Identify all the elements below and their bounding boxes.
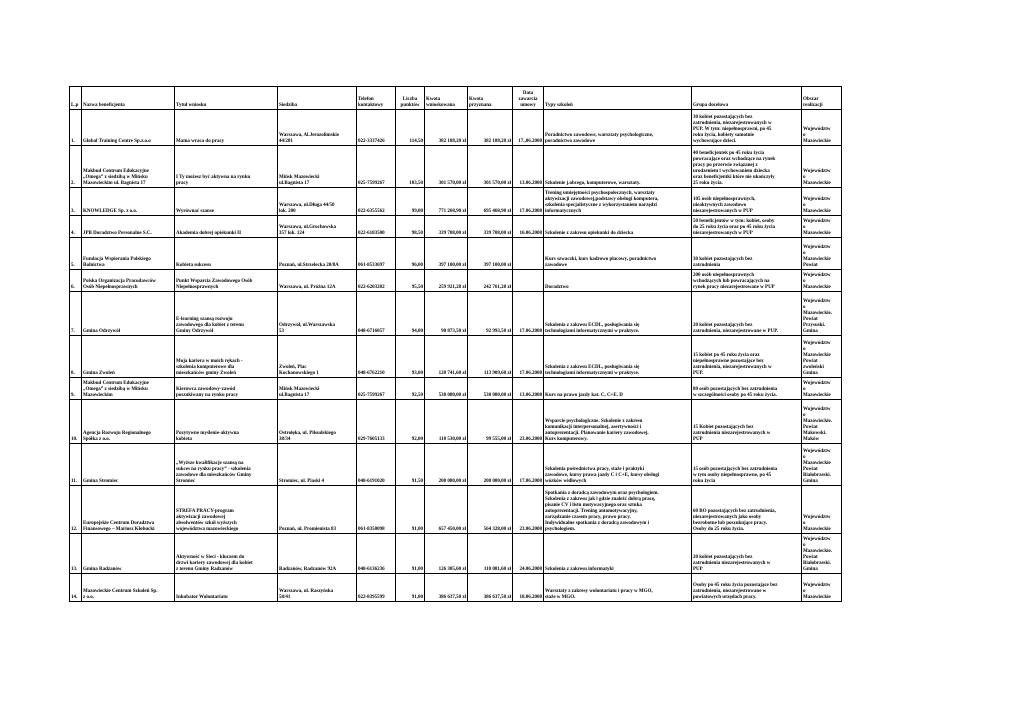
application-title: Inkubator Wolontariatu — [175, 574, 278, 602]
training-types: Szkolenia pośrednictwa pracy, staże i praktyki zawodowe, kursy prawa jazdy C i C+E, kursy obsługi wózków widłowych — [544, 444, 692, 486]
phone-number: 022-6355562 — [357, 188, 396, 216]
target-group: 20 kobiet pozostających bez zatrudnienia niezarejestrowanych w PUP — [692, 534, 802, 574]
training-types: Warsztaty z zakresy wolontariatu i pracy w MGO, staże w MGO. — [544, 574, 692, 602]
contract-date: 17.,06.2008 — [513, 110, 544, 146]
implementation-area: Województw o Mazowieckie Powiat — [802, 238, 842, 270]
points-value: 98,50 — [396, 216, 425, 238]
amount-requested: 538 080,00 zł — [425, 378, 468, 400]
target-group: 50 beneficjentów w tym: kobiet, osoby do 25 roku życia oraz po 45 roku życia niezarejestrowanych w PUP — [692, 216, 802, 238]
amount-granted: 208 080,00 zł — [468, 444, 513, 486]
beneficiaries-table — [69, 86, 842, 602]
points-value: 92,50 — [396, 378, 425, 400]
implementation-area: Województw o Mazowieckie Powiat zwoleński Gmina — [802, 336, 842, 378]
table-header-row — [70, 87, 842, 110]
amount-granted: 339 708,00 zł — [468, 216, 513, 238]
header-beneficiary: Nazwa beneficjenta — [82, 87, 175, 110]
amount-requested: 301 570,00 zł — [425, 146, 468, 188]
table-row — [70, 444, 842, 486]
application-title: I Ty możesz być aktywna na rynku pracy — [175, 146, 278, 188]
seat-address: Stromiec, ul. Piaski 4 — [278, 444, 357, 486]
row-number: 8. — [70, 336, 82, 378]
application-title: STREFA PRACY-program aktywizacji zawodowej absolwentów szkół wyższych województwa mazowieckiego — [175, 486, 278, 534]
target-group: 15 kobiet po 45 roku życia oraz niepełnosprawne pozostające bez zatrudnienia, niezarejestrowanych w PUP. — [692, 336, 802, 378]
points-value: 96,00 — [396, 238, 425, 270]
header-target: Grupa docelowa — [692, 87, 802, 110]
application-title: „Wyższe kwalifikacje szansą na sukces na rynku pracy” - szkolenia zawodowe dla mieszkańców Gminy Stromiec — [175, 444, 278, 486]
phone-number: 048-6716057 — [357, 292, 396, 336]
amount-requested: 126 305,60 zł — [425, 534, 468, 574]
contract-date: 23.06.2008 — [513, 486, 544, 534]
seat-address: Poznań, ul. Promienista 83 — [278, 486, 357, 534]
training-types: Spotkania z doradcą zawodowym oraz psychologiem. Szkolenia z zakresu jak i gdzie znaleźć dobrą pracę, pisanie CV i listu motywacyjnego oraz sztuka autoprezentacji. Trening automotywacyjny, zarządzanie czasem pracy, prawo pracy. Indywidualne spotkania z doradcą zawodowym i psychologiem. — [544, 486, 692, 534]
header-lp: L.p — [70, 87, 82, 110]
training-types: Szkolenie j.obcego, komputerowe, warsztaty. — [544, 146, 692, 188]
beneficiary-name: Europejskie Centrum Doradztwa Finansowego – Mariusz Kłobucki — [82, 486, 175, 534]
amount-requested: 259 921,28 zł — [425, 270, 468, 292]
phone-number: 022-3337426 — [357, 110, 396, 146]
training-types: Szkolenia z zakresu ECDL, posługiwania się technologiami informatycznymi w praktyce. — [544, 336, 692, 378]
application-title: Moja kariera w moich rękach - szkolenia komputerowe dla mieszkańców gminy Zwoleń — [175, 336, 278, 378]
phone-number: 048-6762210 — [357, 336, 396, 378]
row-number: 7. — [70, 292, 82, 336]
phone-number: 025-7599267 — [357, 146, 396, 188]
training-types: Poradnictwo zawodowe, warsztaty psychologiczne, poradnictwo zawodowe — [544, 110, 692, 146]
amount-granted: 92 993,50 zł — [468, 292, 513, 336]
header-title: Tytuł wniosku — [175, 87, 278, 110]
seat-address: Radzanów, Radzanów 92A — [278, 534, 357, 574]
implementation-area: Województw o Mazowieckie Powiat Białobrzeski. Gmina — [802, 444, 842, 486]
phone-number: 061-8533697 — [357, 238, 396, 270]
table-row — [70, 400, 842, 444]
header-phone: Telefon kontaktowy — [357, 87, 396, 110]
points-value: 95,50 — [396, 270, 425, 292]
beneficiary-name: Makbud Centrum Edukacyjne „Omega” z siedzibą w Mińsku Mazowieckim — [82, 378, 175, 400]
application-title: Aktywność w Sieci - kluczem do drzwi kariery zawodowej dla kobiet z terenu Gminy Radzanów — [175, 534, 278, 574]
application-title: Kobieta sukcesu — [175, 238, 278, 270]
amount-requested: 397 100,00 zł — [425, 238, 468, 270]
application-title: Wyrównać szanse — [175, 188, 278, 216]
points-value: 99,00 — [396, 188, 425, 216]
seat-address: Warszawa, Al.Jerozolimskie 44/201 — [278, 110, 357, 146]
amount-granted: 397 100,00 zł — [468, 238, 513, 270]
target-group: 30 kobiet pozostających bez zatrudnienia — [692, 238, 802, 270]
amount-requested: 771 268,90 zł — [425, 188, 468, 216]
beneficiary-name: Gmina Odrzywół — [82, 292, 175, 336]
row-number: 14. — [70, 574, 82, 602]
phone-number: 061-8350098 — [357, 486, 396, 534]
header-points: Liczba punktów — [396, 87, 425, 110]
row-number: 10. — [70, 400, 82, 444]
training-types: Szkolenia z zakresu ECDL, posługiwania się technologiami informatycznymi w praktyce. — [544, 292, 692, 336]
application-title: Mama wraca do pracy — [175, 110, 278, 146]
phone-number: 048-6136236 — [357, 534, 396, 574]
contract-date: 16.06.2008 — [513, 216, 544, 238]
contract-date: 17.06.2008 — [513, 336, 544, 378]
table-row — [70, 216, 842, 238]
application-title: Kierowca zawodowy-zawód poszukiwany na rynku pracy — [175, 378, 278, 400]
implementation-area: Województw o Mazowieckie — [802, 378, 842, 400]
row-number: 12. — [70, 486, 82, 534]
amount-granted: 99 555,00 zł — [468, 400, 513, 444]
implementation-area: Województw o Mazowieckie — [802, 146, 842, 188]
application-title: Pozytywne myślenie-aktywna kobieta — [175, 400, 278, 444]
amount-requested: 98 873,50 zł — [425, 292, 468, 336]
amount-requested: 382 188,20 zł — [425, 110, 468, 146]
seat-address: Warszawa, ul. Próżna 12A — [278, 270, 357, 292]
amount-granted: 564 328,00 zł — [468, 486, 513, 534]
beneficiary-name: Global Training Centre Sp.z.o.o — [82, 110, 175, 146]
amount-granted: 113 909,60 zł — [468, 336, 513, 378]
beneficiary-name: Makbud Centrum Edukacyjne „Omega” z siedzibą w Mińsku Mazowieckim ul. Bagnista 17 — [82, 146, 175, 188]
amount-granted: 382 188,20 zł — [468, 110, 513, 146]
contract-date: 17.06.2008 — [513, 292, 544, 336]
row-number: 1. — [70, 110, 82, 146]
points-value: 91,00 — [396, 574, 425, 602]
amount-requested: 657 450,00 zł — [425, 486, 468, 534]
points-value: 91,00 — [396, 486, 425, 534]
beneficiary-name: Fundacja Wspierania Polskiego Rolnictwa — [82, 238, 175, 270]
header-amount-requested: Kwota wnioskowana — [425, 87, 468, 110]
amount-granted: 110 081,60 zł — [468, 534, 513, 574]
training-types: Doradztwo — [544, 270, 692, 292]
header-amount-granted: Kwota przyznana — [468, 87, 513, 110]
training-types: Trening umiejętności psychospołecznych, warsztaty aktywizacji zawodowej,podstawy obsługi komputera, szkolenia specjalistyczne z wykorzystaniem narzędzi informatycznych — [544, 188, 692, 216]
row-number: 2. — [70, 146, 82, 188]
amount-requested: 208 080,00 zł — [425, 444, 468, 486]
beneficiary-name: Polska Organizacja Pracodawców Osób Niepełnosprawnych — [82, 270, 175, 292]
header-area: Obszar realizacji — [802, 87, 842, 110]
points-value: 91,50 — [396, 444, 425, 486]
row-number: 4. — [70, 216, 82, 238]
beneficiary-name: Mazowieckie Centrum Szkoleń Sp. z o.o. — [82, 574, 175, 602]
training-types: Kurs szwaczki, kurs kadrowo płacowy, poradnictwo zawodowe — [544, 238, 692, 270]
points-value: 92,00 — [396, 400, 425, 444]
table-row — [70, 110, 842, 146]
row-number: 6. — [70, 270, 82, 292]
table-row — [70, 146, 842, 188]
table-row — [70, 336, 842, 378]
target-group: 15 Kobiet pozostających bez zatrudnienia niezarejestrowanych w PUP — [692, 400, 802, 444]
contract-date: 23.06.2008 — [513, 400, 544, 444]
row-number: 11. — [70, 444, 82, 486]
points-value: 103,50 — [396, 146, 425, 188]
target-group: 200 osób niepełnosprawnych wchodzących lub powracających na rynek pracy niezarejestrowane w PUP — [692, 270, 802, 292]
beneficiary-name: Gmina Zwoleń — [82, 336, 175, 378]
seat-address: Mińsk Mazowiecki ul.Bagnista 17 — [278, 146, 357, 188]
table-row — [70, 486, 842, 534]
beneficiary-name: Gmina Radzanów — [82, 534, 175, 574]
row-number: 13. — [70, 534, 82, 574]
phone-number: 048-6191020 — [357, 444, 396, 486]
seat-address: Warszawa, ul. Raszyńska 58/41 — [278, 574, 357, 602]
row-number: 3. — [70, 188, 82, 216]
implementation-area: Województw o Mazowieckie — [802, 486, 842, 534]
amount-granted: 386 637,50 zł — [468, 574, 513, 602]
seat-address: Warszawa, ul.Grochowska 357 lok. 124 — [278, 216, 357, 238]
header-seat: Siedziba — [278, 87, 357, 110]
beneficiary-name: Agencja Rozwoju Regionalnego Spółka z o.o. — [82, 400, 175, 444]
target-group: 20 kobiet pozostających bez zatrudnienia, niezarejestrowane w PUP. — [692, 292, 802, 336]
implementation-area: Województw o Mazowieckie. Powiat Przysuski. Gmina — [802, 292, 842, 336]
amount-requested: 386 637,50 zł — [425, 574, 468, 602]
beneficiary-name: JPB Doradztwo Personalne S.C. — [82, 216, 175, 238]
training-types: Szkolenia z zakresu informatyki — [544, 534, 692, 574]
points-value: 94,00 — [396, 292, 425, 336]
target-group: Osoby po 45 roku życia pozostające bez zatrudnienia, niezarejestrowane w powiatowych urzędach pracy. — [692, 574, 802, 602]
points-value: 93,00 — [396, 336, 425, 378]
amount-requested: 339 708,00 zł — [425, 216, 468, 238]
target-group: 80 osób pozostających bez zatrudnienia w szczególności osoby po 45 roku życia. — [692, 378, 802, 400]
target-group: 30 kobiet pozostających bez zatrudnienia, niezarejestrowanych w PUP. W tym: niepełnosprawni, po 45 roku życia, kobiety samotnie wychowujące dzieci. — [692, 110, 802, 146]
seat-address: Ostrołęka, ul. Piłsudskiego 38/34 — [278, 400, 357, 444]
seat-address: Zwoleń, Plac Kochanowskiego 1 — [278, 336, 357, 378]
phone-number: 029-7605133 — [357, 400, 396, 444]
phone-number: 025-7599267 — [357, 378, 396, 400]
points-value: 114,50 — [396, 110, 425, 146]
amount-granted: 242 761,28 zł — [468, 270, 513, 292]
target-group: 40 beneficjentek po 45 roku życia powracające oraz wchodzące na rynek pracy po przerwie związanej z urodzeniem i wychowaniem dziecka oraz beneficjentki które nie ukończyły 25 roku życia. — [692, 146, 802, 188]
phone-number: 022-8395599 — [357, 574, 396, 602]
table-row — [70, 378, 842, 400]
header-date: Data zawarcia umowy — [513, 87, 544, 110]
training-types: Kurs na prawo jazdy kat. C, C+E. D — [544, 378, 692, 400]
phone-number: 022-6183500 — [357, 216, 396, 238]
contract-date: 13.06.2008 — [513, 378, 544, 400]
table-row — [70, 270, 842, 292]
beneficiary-name: KNOWLEDGE Sp. z o.o. — [82, 188, 175, 216]
seat-address: Odrzywół, ul.Warszawska 53 — [278, 292, 357, 336]
implementation-area: Województw o Mazowieckie. Powiat Makowski. Maków — [802, 400, 842, 444]
table-body — [70, 110, 842, 602]
contract-date — [513, 238, 544, 270]
seat-address: Warszawa, ul.Długa 44/50 lok. 200 — [278, 188, 357, 216]
implementation-area: Województw o Mazowieckie — [802, 188, 842, 216]
target-group: 60 BO pozostających bez zatrudnienia, niezarejestrowanych jako osoby bezrobotne lub poszukujące pracy. Osoby do 25 roku życia. — [692, 486, 802, 534]
contract-date: 17.06.2008 — [513, 444, 544, 486]
header-training: Typy szkoleń — [544, 87, 692, 110]
table-row — [70, 292, 842, 336]
amount-granted: 695 468,90 zł — [468, 188, 513, 216]
implementation-area: Województw o Mazowieckie — [802, 270, 842, 292]
table-row — [70, 534, 842, 574]
table-row — [70, 238, 842, 270]
amount-requested: 120 741,60 zł — [425, 336, 468, 378]
implementation-area: Województw o Mazowieckie — [802, 216, 842, 238]
application-title: Punkt Wsparcia Zawodowego Osób Niepełnosprawnych — [175, 270, 278, 292]
amount-granted: 538 080,00 zł — [468, 378, 513, 400]
target-group: 15 osób pozostających bez zatrudnienia w tym osoby niepełnosprawne, po 45 roku życia — [692, 444, 802, 486]
implementation-area: Województw o Mazowieckie. Powiat Białobrzeski. Gmina — [802, 534, 842, 574]
contract-date — [513, 270, 544, 292]
row-number: 9. — [70, 378, 82, 400]
beneficiary-name: Gmina Stromiec — [82, 444, 175, 486]
points-value: 91,00 — [396, 534, 425, 574]
target-group: 105 osób niepełnosprawnych, nieaktywnych zawodowo niezarejestrowanych w PUP — [692, 188, 802, 216]
training-types: Szkolenie z zakresu opiekunki do dziecka — [544, 216, 692, 238]
amount-granted: 301 570,00 zł — [468, 146, 513, 188]
contract-date: 17.06.2008 — [513, 188, 544, 216]
application-title: Akademia dobrej opiekunki II — [175, 216, 278, 238]
application-title: E-learning szansą rozwoju zawodowego dla kobiet z terenu Gminy Odrzywół — [175, 292, 278, 336]
seat-address: Poznań, ul.Strzelecka 20/8A — [278, 238, 357, 270]
table-row — [70, 188, 842, 216]
seat-address: Mińsk Mazowiecki ul.Bagnista 17 — [278, 378, 357, 400]
implementation-area: Województw o Mazowieckie — [802, 574, 842, 602]
implementation-area: Województw o Mazowieckie — [802, 110, 842, 146]
phone-number: 022-6203202 — [357, 270, 396, 292]
contract-date: 24.06.2008 — [513, 534, 544, 574]
training-types: Wsparcie psychologiczne. Szkolenie z zakresu komunikacji interpersonalnej, asertywności i autoprezentacji. Planowanie kariery zawodowej. Kurs komputerowy. — [544, 400, 692, 444]
row-number: 5. — [70, 238, 82, 270]
amount-requested: 110 530,00 zł — [425, 400, 468, 444]
contract-date: 18.06.2008 — [513, 574, 544, 602]
contract-date: 13.06.2008 — [513, 146, 544, 188]
table-row — [70, 574, 842, 602]
